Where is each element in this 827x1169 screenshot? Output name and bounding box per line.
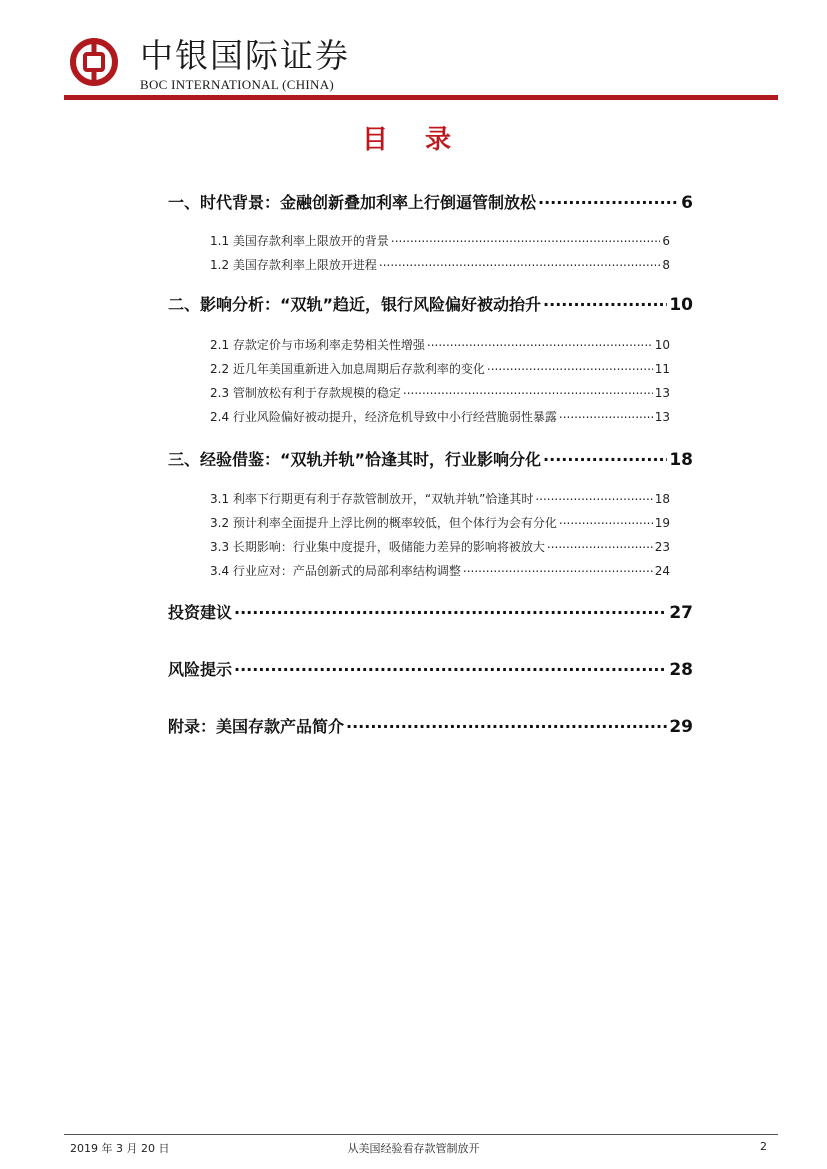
toc-entry-3-4[interactable]	[210, 562, 670, 580]
toc-entry-3-1[interactable]	[210, 490, 670, 508]
toc-entry-1-1[interactable]	[210, 232, 670, 250]
footer-date: 2019 年 3 月 20 日	[70, 1142, 170, 1155]
toc-entry-2-1[interactable]	[210, 336, 670, 354]
toc-leader-dots	[391, 233, 660, 245]
toc-leader-dots	[543, 294, 667, 310]
toc-entry-3[interactable]	[168, 449, 693, 471]
toc-leader-dots	[543, 449, 667, 465]
toc-entry-page: 13	[654, 410, 670, 424]
toc-leader-dots	[234, 659, 667, 675]
toc-entry-text: 1.2 美国存款利率上限放开进程	[210, 258, 377, 272]
toc-entry-page: 24	[654, 564, 670, 578]
toc-entry-text: 2.3 管制放松有利于存款规模的稳定	[210, 386, 401, 400]
toc-leader-dots	[234, 602, 667, 618]
toc-entry-3-2[interactable]	[210, 514, 670, 532]
toc-entry-text: 2.2 近几年美国重新进入加息周期后存款利率的变化	[210, 362, 485, 376]
toc-entry-2-4[interactable]	[210, 408, 670, 426]
toc-entry-text: 二、影响分析：“双轨”趋近，银行风险偏好被动抬升	[168, 295, 542, 314]
footer-report-title: 从美国经验看存款管制放开	[347, 1142, 480, 1155]
toc-entry-page: 6	[681, 193, 693, 213]
toc-entry-page: 27	[669, 603, 693, 623]
toc-entry-appendix[interactable]	[168, 716, 693, 738]
toc-entry-text: 3.4 行业应对：产品创新式的局部利率结构调整	[210, 564, 461, 578]
toc-entry-page: 19	[654, 516, 670, 530]
bank-of-china-logo-icon	[70, 38, 118, 86]
toc-entry-text: 2.1 存款定价与市场利率走势相关性增强	[210, 338, 425, 352]
footer-divider	[64, 1134, 778, 1135]
toc-leader-dots	[559, 515, 653, 527]
toc-entry-2-2[interactable]	[210, 360, 670, 378]
toc-entry-text: 一、时代背景：金融创新叠加利率上行倒逼管制放松	[168, 193, 537, 212]
footer-page-number: 2	[760, 1140, 767, 1153]
toc-leader-dots	[535, 491, 652, 503]
toc-entry-page: 28	[669, 660, 693, 680]
toc-entry-page: 18	[654, 492, 670, 506]
toc-leader-dots	[559, 409, 653, 421]
brand-name-en: BOC INTERNATIONAL (CHINA)	[140, 77, 335, 92]
toc-entry-text: 3.2 预计利率全面提升上浮比例的概率较低，但个体行为会有分化	[210, 516, 557, 530]
toc-entry-text: 3.3 长期影响：行业集中度提升，吸储能力差异的影响将被放大	[210, 540, 545, 554]
toc-entry-page: 6	[662, 234, 670, 248]
toc-entry-risk-warning[interactable]	[168, 659, 693, 681]
header-divider	[64, 95, 778, 100]
toc-entry-text: 3.1 利率下行期更有利于存款管制放开，“双轨并轨”恰逢其时	[210, 492, 534, 506]
toc-entry-text: 附录：美国存款产品简介	[168, 717, 345, 736]
toc-entry-page: 10	[654, 338, 670, 352]
toc-entry-investment-advice[interactable]	[168, 602, 693, 624]
toc-entry-page: 8	[662, 258, 670, 272]
toc-entry-1[interactable]	[168, 192, 693, 214]
toc-leader-dots	[403, 385, 653, 397]
toc-entry-text: 三、经验借鉴：“双轨并轨”恰逢其时，行业影响分化	[168, 450, 542, 469]
toc-entry-text: 1.1 美国存款利率上限放开的背景	[210, 234, 389, 248]
toc-title: 目 录	[361, 125, 466, 155]
toc-leader-dots	[463, 563, 653, 575]
toc-leader-dots	[427, 337, 653, 349]
toc-entry-text: 投资建议	[168, 603, 233, 622]
toc-entry-page: 10	[669, 295, 693, 315]
toc-entry-page: 18	[669, 450, 693, 470]
toc-entry-1-2[interactable]	[210, 256, 670, 274]
toc-leader-dots	[538, 192, 679, 208]
toc-entry-3-3[interactable]	[210, 538, 670, 556]
brand-name-cn: 中银国际证券	[140, 36, 350, 75]
toc-entry-page: 23	[654, 540, 670, 554]
toc-entry-text: 2.4 行业风险偏好被动提升，经济危机导致中小行经营脆弱性暴露	[210, 410, 557, 424]
toc-entry-text: 风险提示	[168, 660, 233, 679]
toc-entry-page: 13	[654, 386, 670, 400]
toc-entry-2[interactable]	[168, 294, 693, 316]
toc-leader-dots	[487, 361, 653, 373]
toc-entry-2-3[interactable]	[210, 384, 670, 402]
toc-leader-dots	[379, 257, 660, 269]
toc-entry-page: 11	[654, 362, 670, 376]
toc-leader-dots	[346, 716, 667, 732]
page-header	[62, 28, 778, 100]
toc-leader-dots	[547, 539, 653, 551]
toc-entry-page: 29	[669, 717, 693, 737]
